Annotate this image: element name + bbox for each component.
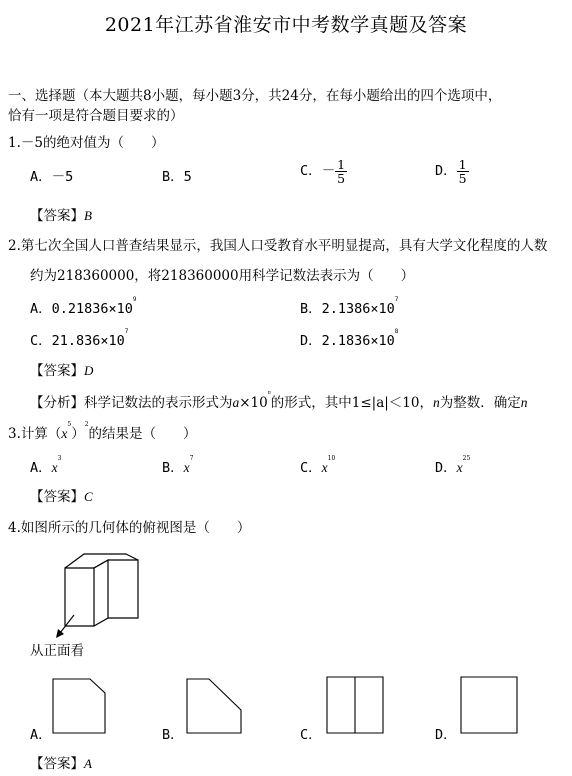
- q3-stem-text-a: 3.计算（: [8, 426, 62, 442]
- q2-analysis-text-c: 的形式，其中1≤|a|＜10，: [270, 395, 433, 411]
- q2-answer-value: D: [84, 363, 94, 378]
- q4-option-a-figure: [52, 678, 106, 734]
- q1-option-d-numerator: 1: [458, 157, 467, 172]
- q3-answer-tag: 【答案】: [30, 489, 84, 505]
- q2-analysis-text-b: ×10: [239, 395, 268, 411]
- q4-option-d-figure: [460, 676, 518, 734]
- page-title: 2021年江苏省淮安市中考数学真题及答案: [104, 14, 468, 36]
- q3-option-d-exponent: 25: [462, 455, 471, 462]
- q2-option-c-base: C．21.836×10: [30, 333, 125, 349]
- q3-option-a-exponent: 3: [57, 455, 62, 462]
- q2-option-b: [300, 297, 398, 317]
- q2-stem-line1: 2.第七次全国人口普查结果显示，我国人口受教育水平明显提高，具有大学文化程度的人数: [8, 238, 548, 254]
- q2-option-d-exponent: 8: [394, 328, 399, 335]
- q3-option-b-var: x: [183, 460, 190, 475]
- q1-option-d-label: D．: [435, 163, 457, 179]
- section-heading-line1: 一、选择题（本大题共8小题，每小题3分，共24分，在每小题给出的四个选项中，: [8, 88, 502, 104]
- q3-stem-exp1: 5: [67, 421, 72, 428]
- q1-option-c-label: C．－: [300, 163, 336, 179]
- section-heading-line2: 恰有一项是符合题目要求的）: [8, 108, 184, 124]
- q2-analysis: [30, 391, 527, 411]
- q3-option-c-var: x: [321, 460, 328, 475]
- q1-option-c-numerator: 1: [337, 157, 346, 172]
- q1-option-d-denominator: 5: [458, 171, 467, 186]
- q3-answer-value: C: [84, 489, 93, 504]
- q4-option-c-label: C．: [300, 727, 322, 743]
- q2-analysis-tag: 【分析】: [30, 395, 84, 411]
- q3-stem-text-b: ）: [71, 426, 85, 442]
- q1-answer-value: B: [84, 208, 92, 223]
- q2-option-c-exponent: 7: [124, 328, 129, 335]
- q3-option-b-exponent: 7: [189, 455, 194, 462]
- q2-analysis-text-a: 科学记数法的表示形式为: [84, 395, 233, 411]
- q2-option-b-exponent: 7: [394, 296, 399, 303]
- q2-stem-line2: 约为218360000，将218360000用科学记数法表示为（ ）: [30, 268, 415, 284]
- q2-option-b-base: B．2.1386×10: [300, 301, 395, 317]
- q1-option-c-fraction: [335, 158, 347, 185]
- q3-stem-var: x: [61, 426, 68, 441]
- q2-answer-tag: 【答案】: [30, 363, 84, 379]
- q1-option-c: [300, 158, 347, 185]
- q3-stem-text-c: 的结果是（ ）: [88, 426, 197, 442]
- q4-option-a-label: A．: [30, 727, 52, 743]
- q1-option-d-fraction: [457, 158, 469, 185]
- q4-view-label: 从正面看: [30, 643, 84, 659]
- q2-option-d-base: D．2.1836×10: [300, 333, 395, 349]
- q2-option-c: [30, 329, 128, 349]
- q1-option-d: [435, 158, 469, 185]
- q3-option-d: [435, 456, 470, 476]
- q4-stem: 4.如图所示的几何体的俯视图是（ ）: [8, 520, 251, 536]
- q3-option-b-label: B．: [162, 460, 184, 476]
- q4-option-b-label: B．: [162, 727, 184, 743]
- q4-option-c-figure: [326, 676, 384, 734]
- q3-option-c-label: C．: [300, 460, 322, 476]
- q2-analysis-var-a: a: [232, 395, 240, 410]
- q1-option-b: B．5: [162, 169, 192, 185]
- q3-option-d-var: x: [456, 460, 463, 475]
- q4-answer-tag: 【答案】: [30, 756, 84, 772]
- q1-option-a: A．－5: [30, 169, 74, 185]
- q3-option-c-exponent: 10: [327, 455, 336, 462]
- q4-option-b-figure: [186, 678, 242, 734]
- q3-option-a-label: A．: [30, 460, 52, 476]
- q2-analysis-var-n2: n: [520, 395, 528, 410]
- q4-solid-figure: [30, 546, 170, 646]
- q3-option-b: [162, 456, 193, 476]
- q4-answer-value: A: [84, 756, 92, 771]
- q3-option-a-var: x: [51, 460, 58, 475]
- q2-answer: [30, 359, 93, 379]
- q2-analysis-var-n: n: [432, 395, 440, 410]
- q2-option-a-exponent: 9: [132, 296, 137, 303]
- q2-option-a-base: A．0.21836×10: [30, 301, 133, 317]
- q3-stem: [8, 422, 197, 442]
- q3-stem-exp2: 2: [84, 421, 89, 428]
- q3-option-a: [30, 456, 61, 476]
- q4-answer: [30, 752, 92, 772]
- q1-stem: 1.－5的绝对值为（ ）: [8, 135, 165, 151]
- q2-analysis-text-d: 为整数．确定: [439, 395, 521, 411]
- q1-answer-tag: 【答案】: [30, 208, 84, 224]
- q3-answer: [30, 485, 93, 505]
- q3-option-c: [300, 456, 335, 476]
- q1-answer: [30, 204, 92, 224]
- q1-option-c-denominator: 5: [337, 171, 346, 186]
- q2-option-d: [300, 329, 398, 349]
- q2-option-a: [30, 297, 137, 317]
- q4-option-d-label: D．: [435, 727, 457, 743]
- q2-analysis-exponent: n: [267, 390, 271, 396]
- view-arrow-head: [56, 629, 64, 638]
- q3-option-d-label: D．: [435, 460, 457, 476]
